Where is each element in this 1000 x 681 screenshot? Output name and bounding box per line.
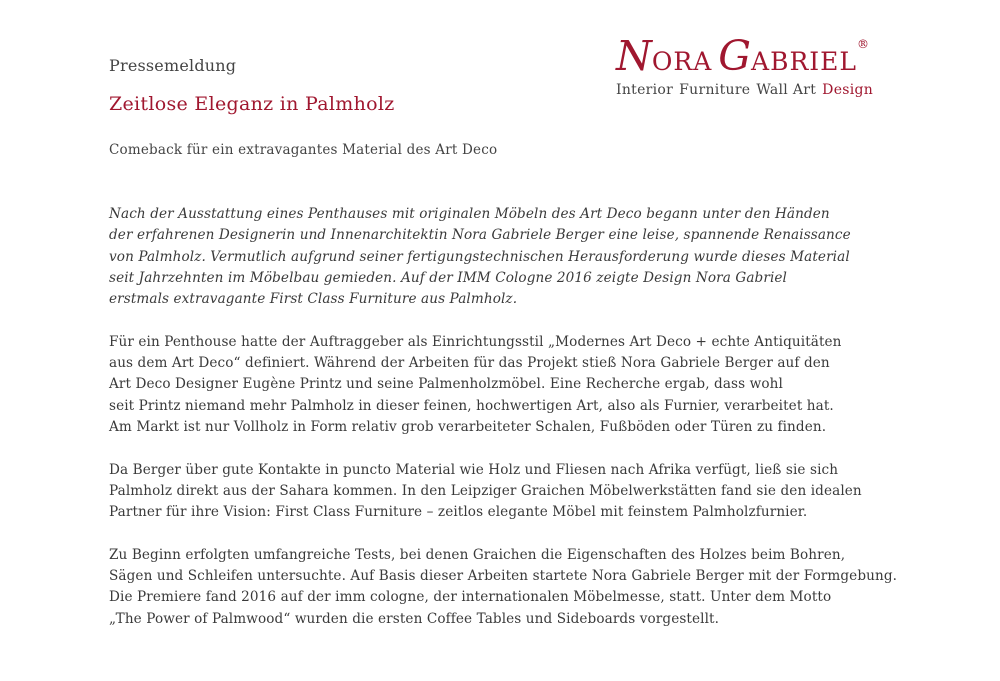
paragraph-line: seit Printz niemand mehr Palmholz in dieser feinen, hochwertigen Art, also als Furnier, verarbeitet hat. xyxy=(109,397,834,414)
lead-paragraph xyxy=(109,204,899,310)
logo-wordmark xyxy=(616,32,886,80)
logo-initial-g: G xyxy=(718,32,752,80)
paragraph-line: Partner für ihre Vision: First Class Furniture – zeitlos elegante Möbel mit feinstem Palmholzfurnier. xyxy=(109,504,808,521)
press-release-body xyxy=(109,204,899,651)
document-label: Pressemeldung xyxy=(109,56,237,75)
paragraph-line: Am Markt ist nur Vollholz in Form relativ grob verarbeiteter Schalen, Fußböden oder Türen zu finden. xyxy=(109,418,827,435)
paragraph-line: aus dem Art Deco“ definiert. Während der Arbeiten für das Projekt stieß Nora Gabriele Berger auf den xyxy=(109,355,830,372)
tagline-furniture: Furniture xyxy=(679,82,751,98)
tagline-design: Design xyxy=(822,82,874,98)
brand-logo xyxy=(616,32,886,98)
page-subtitle: Comeback für ein extravagantes Material des Art Deco xyxy=(109,142,498,158)
tagline-interior: Interior xyxy=(616,82,674,98)
paragraph-line: „The Power of Palmwood“ wurden die ersten Coffee Tables und Sideboards vorgestellt. xyxy=(109,610,720,627)
paragraph-line: der erfahrenen Designerin und Innenarchitektin Nora Gabriele Berger eine leise, spannende Renaissance xyxy=(109,227,851,244)
paragraph-line: Sägen und Schleifen untersuchte. Auf Basis dieser Arbeiten startete Nora Gabriele Berger mit der Formgebung. xyxy=(109,568,898,585)
paragraph-line: Da Berger über gute Kontakte in puncto Material wie Holz und Fliesen nach Afrika verfügt, ließ sie sich xyxy=(109,461,839,478)
logo-first-rest: ORA xyxy=(651,47,713,76)
paragraph-line: Die Premiere fand 2016 auf der imm cologne, der internationalen Möbelmesse, statt. Unter dem Motto xyxy=(109,589,832,606)
body-paragraph xyxy=(109,332,899,438)
body-paragraph xyxy=(109,545,899,630)
paragraph-line: erstmals extravagante First Class Furniture aus Palmholz. xyxy=(109,291,518,308)
body-paragraph xyxy=(109,460,899,524)
paragraph-line: seit Jahrzehnten im Möbelbau gemieden. Auf der IMM Cologne 2016 zeigte Design Nora Gabriel xyxy=(109,269,787,286)
logo-initial-n: N xyxy=(616,32,652,80)
tagline-wall-art: Wall Art xyxy=(756,82,817,98)
registered-mark: ® xyxy=(857,37,869,51)
logo-last-rest: ABRIEL xyxy=(751,47,857,76)
page-title: Zeitlose Eleganz in Palmholz xyxy=(109,93,395,115)
paragraph-line: Nach der Ausstattung eines Penthauses mit originalen Möbeln des Art Deco begann unter den Händen xyxy=(109,206,830,222)
paragraph-line: Palmholz direkt aus der Sahara kommen. In den Leipziger Graichen Möbelwerkstätten fand sie den idealen xyxy=(109,482,862,499)
paragraph-line: von Palmholz. Vermutlich aufgrund seiner fertigungstechnischen Herausforderung wurde dieses Material xyxy=(109,248,850,265)
logo-tagline xyxy=(616,82,886,98)
paragraph-line: Für ein Penthouse hatte der Auftraggeber als Einrichtungsstil „Modernes Art Deco + echte Antiquitäten xyxy=(109,333,842,350)
paragraph-line: Art Deco Designer Eugène Printz und seine Palmenholzmöbel. Eine Recherche ergab, dass wohl xyxy=(109,376,783,393)
paragraph-line: Zu Beginn erfolgten umfangreiche Tests, bei denen Graichen die Eigenschaften des Holzes beim Bohren, xyxy=(109,546,846,563)
